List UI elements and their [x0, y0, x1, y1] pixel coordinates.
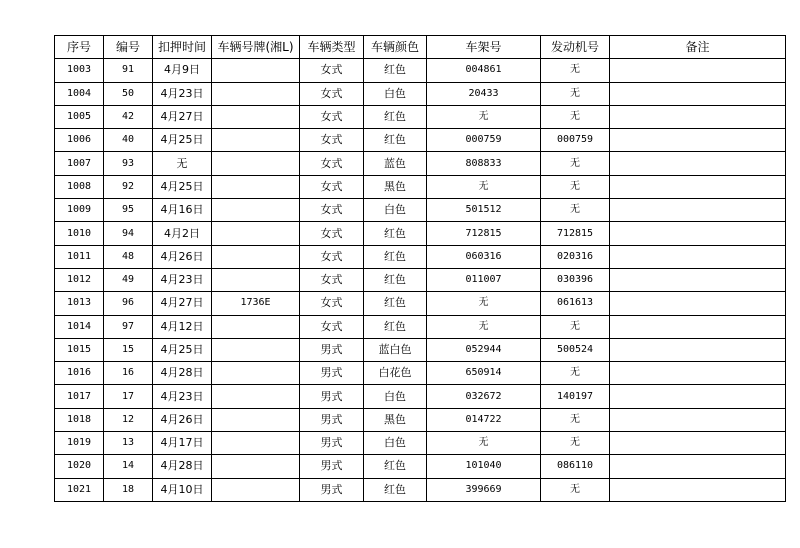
- seize-date-cell: 无: [153, 152, 212, 175]
- color-cell: 红色: [364, 59, 427, 82]
- number-cell: 96: [104, 292, 153, 315]
- table-row: [55, 385, 786, 408]
- engine-number-cell: 000759: [541, 129, 610, 152]
- table-row: [55, 82, 786, 105]
- color-cell: 红色: [364, 105, 427, 128]
- seq-cell: 1017: [55, 385, 104, 408]
- engine-number-cell: 712815: [541, 222, 610, 245]
- type-cell: 女式: [300, 315, 364, 338]
- seq-cell: 1003: [55, 59, 104, 82]
- table-row: [55, 478, 786, 501]
- engine-number-cell: 020316: [541, 245, 610, 268]
- type-cell: 女式: [300, 199, 364, 222]
- plate-cell: [212, 455, 300, 478]
- color-cell: 白色: [364, 432, 427, 455]
- seq-cell: 1004: [55, 82, 104, 105]
- frame-number-cell: 无: [427, 175, 541, 198]
- table-row: [55, 455, 786, 478]
- type-cell: 女式: [300, 245, 364, 268]
- frame-number-cell: 011007: [427, 268, 541, 291]
- type-cell: 女式: [300, 152, 364, 175]
- seize-date-cell: 4月25日: [153, 129, 212, 152]
- engine-number-cell: 无: [541, 175, 610, 198]
- plate-cell: 1736E: [212, 292, 300, 315]
- column-header-seize-date: 扣押时间: [153, 36, 212, 59]
- remark-cell: [610, 82, 786, 105]
- number-cell: 42: [104, 105, 153, 128]
- seize-date-cell: 4月26日: [153, 245, 212, 268]
- color-cell: 红色: [364, 268, 427, 291]
- seq-cell: 1021: [55, 478, 104, 501]
- type-cell: 男式: [300, 432, 364, 455]
- frame-number-cell: 无: [427, 315, 541, 338]
- seq-cell: 1006: [55, 129, 104, 152]
- remark-cell: [610, 408, 786, 431]
- seize-date-cell: 4月27日: [153, 292, 212, 315]
- table-row: [55, 129, 786, 152]
- seize-date-cell: 4月28日: [153, 362, 212, 385]
- color-cell: 红色: [364, 292, 427, 315]
- engine-number-cell: 086110: [541, 455, 610, 478]
- seize-date-cell: 4月26日: [153, 408, 212, 431]
- seize-date-cell: 4月2日: [153, 222, 212, 245]
- number-cell: 50: [104, 82, 153, 105]
- number-cell: 18: [104, 478, 153, 501]
- table-row: [55, 315, 786, 338]
- seq-cell: 1007: [55, 152, 104, 175]
- table-row: [55, 199, 786, 222]
- color-cell: 白色: [364, 82, 427, 105]
- plate-cell: [212, 478, 300, 501]
- seq-cell: 1019: [55, 432, 104, 455]
- remark-cell: [610, 175, 786, 198]
- number-cell: 97: [104, 315, 153, 338]
- frame-number-cell: 无: [427, 432, 541, 455]
- remark-cell: [610, 315, 786, 338]
- frame-number-cell: 无: [427, 292, 541, 315]
- engine-number-cell: 无: [541, 432, 610, 455]
- plate-cell: [212, 245, 300, 268]
- engine-number-cell: 061613: [541, 292, 610, 315]
- seq-cell: 1005: [55, 105, 104, 128]
- engine-number-cell: 无: [541, 59, 610, 82]
- plate-cell: [212, 362, 300, 385]
- seize-date-cell: 4月9日: [153, 59, 212, 82]
- color-cell: 红色: [364, 455, 427, 478]
- type-cell: 女式: [300, 129, 364, 152]
- engine-number-cell: 140197: [541, 385, 610, 408]
- color-cell: 红色: [364, 129, 427, 152]
- plate-cell: [212, 268, 300, 291]
- remark-cell: [610, 245, 786, 268]
- number-cell: 48: [104, 245, 153, 268]
- color-cell: 黑色: [364, 408, 427, 431]
- plate-cell: [212, 315, 300, 338]
- table-row: [55, 338, 786, 361]
- type-cell: 女式: [300, 175, 364, 198]
- number-cell: 91: [104, 59, 153, 82]
- engine-number-cell: 500524: [541, 338, 610, 361]
- frame-number-cell: 052944: [427, 338, 541, 361]
- table-row: [55, 432, 786, 455]
- engine-number-cell: 无: [541, 362, 610, 385]
- header-row: [55, 36, 786, 59]
- number-cell: 15: [104, 338, 153, 361]
- remark-cell: [610, 199, 786, 222]
- number-cell: 12: [104, 408, 153, 431]
- plate-cell: [212, 432, 300, 455]
- remark-cell: [610, 129, 786, 152]
- number-cell: 17: [104, 385, 153, 408]
- plate-cell: [212, 408, 300, 431]
- engine-number-cell: 无: [541, 478, 610, 501]
- seq-cell: 1010: [55, 222, 104, 245]
- frame-number-cell: 101040: [427, 455, 541, 478]
- remark-cell: [610, 59, 786, 82]
- type-cell: 男式: [300, 385, 364, 408]
- number-cell: 16: [104, 362, 153, 385]
- plate-cell: [212, 152, 300, 175]
- plate-cell: [212, 338, 300, 361]
- column-header-frame-number: 车架号: [427, 36, 541, 59]
- number-cell: 14: [104, 455, 153, 478]
- plate-cell: [212, 199, 300, 222]
- type-cell: 男式: [300, 455, 364, 478]
- plate-cell: [212, 222, 300, 245]
- seize-date-cell: 4月10日: [153, 478, 212, 501]
- column-header-type: 车辆类型: [300, 36, 364, 59]
- type-cell: 男式: [300, 478, 364, 501]
- color-cell: 白花色: [364, 362, 427, 385]
- column-header-seq: 序号: [55, 36, 104, 59]
- seize-date-cell: 4月17日: [153, 432, 212, 455]
- remark-cell: [610, 432, 786, 455]
- seize-date-cell: 4月12日: [153, 315, 212, 338]
- seq-cell: 1013: [55, 292, 104, 315]
- number-cell: 95: [104, 199, 153, 222]
- column-header-color: 车辆颜色: [364, 36, 427, 59]
- color-cell: 白色: [364, 385, 427, 408]
- remark-cell: [610, 268, 786, 291]
- remark-cell: [610, 222, 786, 245]
- plate-cell: [212, 175, 300, 198]
- seize-date-cell: 4月23日: [153, 385, 212, 408]
- table-row: [55, 292, 786, 315]
- remark-cell: [610, 362, 786, 385]
- plate-cell: [212, 129, 300, 152]
- column-header-number: 编号: [104, 36, 153, 59]
- engine-number-cell: 无: [541, 199, 610, 222]
- engine-number-cell: 无: [541, 315, 610, 338]
- frame-number-cell: 004861: [427, 59, 541, 82]
- column-header-plate: 车辆号牌(湘L): [212, 36, 300, 59]
- color-cell: 白色: [364, 199, 427, 222]
- frame-number-cell: 712815: [427, 222, 541, 245]
- table-body: [55, 59, 786, 502]
- frame-number-cell: 650914: [427, 362, 541, 385]
- number-cell: 94: [104, 222, 153, 245]
- frame-number-cell: 000759: [427, 129, 541, 152]
- frame-number-cell: 060316: [427, 245, 541, 268]
- frame-number-cell: 808833: [427, 152, 541, 175]
- table-row: [55, 222, 786, 245]
- number-cell: 13: [104, 432, 153, 455]
- type-cell: 女式: [300, 292, 364, 315]
- type-cell: 女式: [300, 222, 364, 245]
- vehicle-table: [54, 35, 786, 502]
- plate-cell: [212, 82, 300, 105]
- remark-cell: [610, 385, 786, 408]
- engine-number-cell: 030396: [541, 268, 610, 291]
- number-cell: 92: [104, 175, 153, 198]
- remark-cell: [610, 455, 786, 478]
- table-row: [55, 152, 786, 175]
- color-cell: 红色: [364, 222, 427, 245]
- seq-cell: 1016: [55, 362, 104, 385]
- type-cell: 男式: [300, 362, 364, 385]
- seize-date-cell: 4月27日: [153, 105, 212, 128]
- seize-date-cell: 4月25日: [153, 338, 212, 361]
- table-row: [55, 408, 786, 431]
- color-cell: 蓝色: [364, 152, 427, 175]
- table-row: [55, 245, 786, 268]
- table-row: [55, 362, 786, 385]
- seq-cell: 1011: [55, 245, 104, 268]
- table-row: [55, 105, 786, 128]
- plate-cell: [212, 105, 300, 128]
- frame-number-cell: 032672: [427, 385, 541, 408]
- column-header-remark: 备注: [610, 36, 786, 59]
- seq-cell: 1012: [55, 268, 104, 291]
- engine-number-cell: 无: [541, 152, 610, 175]
- seq-cell: 1018: [55, 408, 104, 431]
- remark-cell: [610, 105, 786, 128]
- engine-number-cell: 无: [541, 408, 610, 431]
- seq-cell: 1015: [55, 338, 104, 361]
- color-cell: 红色: [364, 315, 427, 338]
- table-row: [55, 268, 786, 291]
- engine-number-cell: 无: [541, 82, 610, 105]
- seq-cell: 1020: [55, 455, 104, 478]
- seize-date-cell: 4月23日: [153, 82, 212, 105]
- table-row: [55, 59, 786, 82]
- remark-cell: [610, 478, 786, 501]
- number-cell: 93: [104, 152, 153, 175]
- type-cell: 女式: [300, 82, 364, 105]
- remark-cell: [610, 338, 786, 361]
- seq-cell: 1008: [55, 175, 104, 198]
- plate-cell: [212, 385, 300, 408]
- type-cell: 女式: [300, 105, 364, 128]
- seq-cell: 1009: [55, 199, 104, 222]
- seq-cell: 1014: [55, 315, 104, 338]
- color-cell: 蓝白色: [364, 338, 427, 361]
- seize-date-cell: 4月23日: [153, 268, 212, 291]
- frame-number-cell: 399669: [427, 478, 541, 501]
- frame-number-cell: 20433: [427, 82, 541, 105]
- seize-date-cell: 4月28日: [153, 455, 212, 478]
- frame-number-cell: 无: [427, 105, 541, 128]
- color-cell: 红色: [364, 478, 427, 501]
- remark-cell: [610, 152, 786, 175]
- column-header-engine-number: 发动机号: [541, 36, 610, 59]
- type-cell: 男式: [300, 408, 364, 431]
- seize-date-cell: 4月25日: [153, 175, 212, 198]
- color-cell: 红色: [364, 245, 427, 268]
- type-cell: 女式: [300, 59, 364, 82]
- color-cell: 黑色: [364, 175, 427, 198]
- number-cell: 40: [104, 129, 153, 152]
- seize-date-cell: 4月16日: [153, 199, 212, 222]
- table-row: [55, 175, 786, 198]
- type-cell: 男式: [300, 338, 364, 361]
- engine-number-cell: 无: [541, 105, 610, 128]
- type-cell: 女式: [300, 268, 364, 291]
- frame-number-cell: 501512: [427, 199, 541, 222]
- frame-number-cell: 014722: [427, 408, 541, 431]
- number-cell: 49: [104, 268, 153, 291]
- remark-cell: [610, 292, 786, 315]
- plate-cell: [212, 59, 300, 82]
